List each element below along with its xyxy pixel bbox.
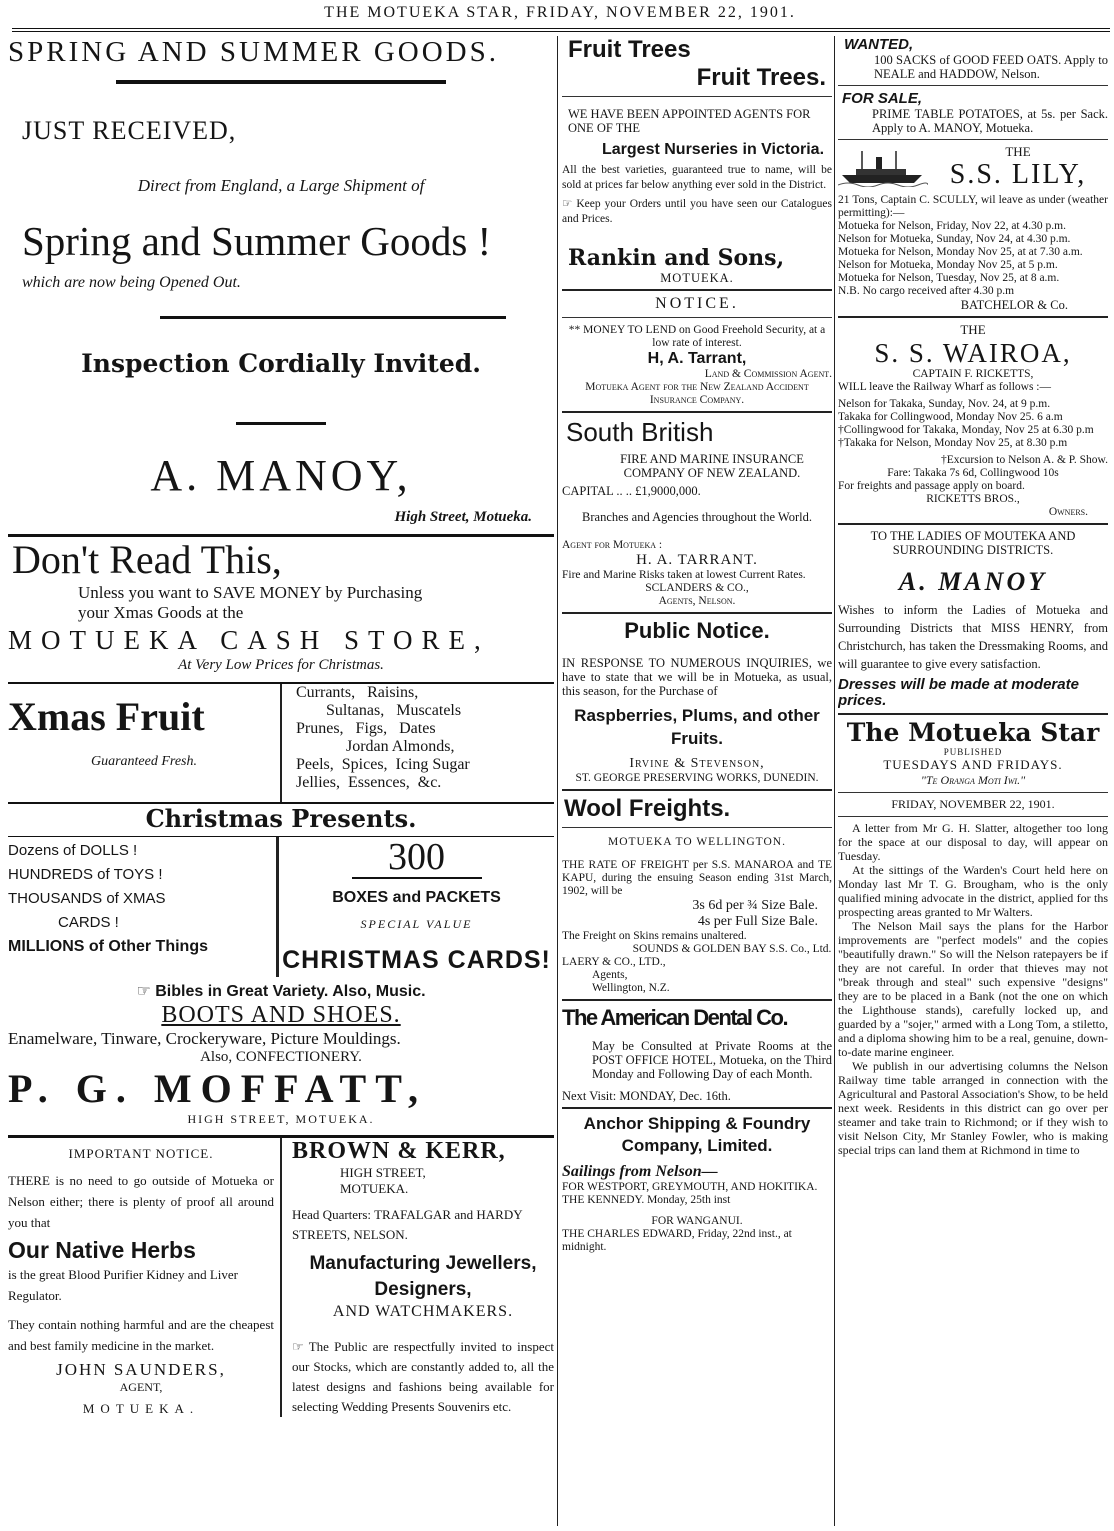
for-sale-ad [838,90,1108,135]
moffatt-ad [8,537,554,1127]
fruit-trees-1: Fruit Trees [568,36,691,63]
public-notice-body: IN RESPONSE TO NUMEROUS INQUIRIES, we have to state that we will be in Motueka, as usual, this season, for the Purchase of [562,656,832,698]
rule [562,789,832,791]
rule [160,316,506,319]
dental-title: The American Dental Co. [562,1005,788,1030]
rule [562,289,832,291]
wool-co: SOUNDS & GOLDEN BAY S.S. Co., Ltd. [632,943,832,955]
for-sale-body: PRIME TABLE POTATOES, at 5s. per Sack. Apply to A. MANOY, Motueka. [872,107,1108,135]
bibles-line [8,981,554,1001]
wares: Enamelware, Tinware, Crockeryware, Picture Mouldings. [8,1029,401,1048]
wairoa-captain: CAPTAIN F. RICKETTS, [912,368,1034,380]
rankin-ad [562,36,832,285]
south-british-title: South British [566,417,714,447]
lily-schedule-line: N.B. No cargo received after 4.30 p.m [838,285,1015,297]
sclanders-nelson: Agents, Nelson. [658,595,736,607]
capital: CAPITAL .. .. £1,9000,000. [562,484,701,498]
anchor-charles: THE CHARLES EDWARD, Friday, 22nd inst., at midnight. [562,1228,792,1253]
lily-header [838,144,1108,190]
presents-section [8,837,554,977]
wairoa-fare: Fare: Takaka 7s 6d, Collingwood 10s [887,467,1059,479]
lily-schedule-line: Nelson for Motueka, Sunday, Nov 24, at 4.30 p.m. [838,233,1071,245]
rule [562,411,832,413]
masthead-rule [12,28,1110,32]
ladies-ad [838,529,1108,709]
present-item: Dozens of DOLLS ! [8,842,138,859]
rule [838,713,1108,715]
rule [838,816,1108,817]
wool-wgtn: Wellington, N.Z. [592,982,670,994]
inspection-invited: Inspection Cordially Invited. [81,349,481,378]
irvine-stevenson: Irvine & Stevenson, [629,756,765,771]
rule [562,612,832,614]
cards-count: 300 [388,836,445,878]
watchmakers: AND WATCHMAKERS. [332,1303,514,1320]
wool-rate2: 4s per Full Size Bale. [697,914,818,929]
manoy-spring-ad [8,36,554,526]
wairoa-freights: For freights and passage apply on board. [838,480,1025,492]
preserving-works: ST. GEORGE PRESERVING WORKS, DUNEDIN. [575,772,819,784]
important-notice: IMPORTANT NOTICE. [68,1146,214,1161]
saunders-agent: AGENT, [119,1380,163,1394]
just-received: JUST RECEIVED, [22,116,237,145]
brown-kerr-name: BROWN & KERR, [292,1138,506,1164]
xmas-fruit-box [8,684,282,802]
bottom-ads [8,1138,554,1417]
keep-orders [562,197,832,227]
guaranteed-fresh: Guaranteed Fresh. [90,754,198,769]
lily-title: S.S. LILY, [949,159,1087,190]
sb-tarrant: H. A. TARRANT. [636,552,758,568]
wool-laery: LAERY & CO., LTD., [562,956,666,968]
moffatt-address: HIGH STREET, MOTUEKA. [187,1112,375,1126]
lily-schedule [838,194,1108,298]
fruit-trees-2: Fruit Trees. [696,64,826,91]
largest-nurseries: Largest Nurseries in Victoria. [602,141,825,158]
pointing-hand-icon: ☞ [136,983,151,1000]
ladies-title: TO THE LADIES OF MOUTEKA AND SURROUNDING DISTRICTS. [870,529,1076,557]
moffatt-line1: Unless you want to SAVE MONEY by Purchasing [78,583,423,602]
publish-days: TUESDAYS AND FRIDAYS. [883,757,1063,772]
wanted-ad [838,36,1108,81]
fruit-item: Jordan Almonds, [346,738,455,755]
cash-store: MOTUEKA CASH STORE, [8,625,490,655]
rule [838,139,1108,140]
editorial-p2: At the sittings of the Warden's Court held here on Monday last Mr T. G. Brougham, who is the only qualified mining advocate in the district, applied for ths prospecting areas granted to Mr Walters. [838,863,1108,919]
ladies-body: Wishes to inform the Ladies of Motueka and Surrounding Districts that MISS HENRY, from Christchurch, has taken the Dressmaking Rooms, and will guarantee to give every satisfaction. [838,603,1108,671]
notice-title: NOTICE. [655,295,739,312]
rankin-town: MOTUEKA. [660,271,734,285]
editorial-p1: A letter from Mr G. H. Slatter, altogether too long for the space at our disposal to day, will appear on Tuesday. [838,821,1108,863]
tarrant-name: H, A. Tarrant, [647,350,747,367]
branches: Branches and Agencies throughout the World. [582,510,812,524]
ladies-manoy: A. MANOY [898,567,1048,596]
brown-kerr-street: HIGH STREET, [340,1165,426,1180]
risks: Fire and Marine Risks taken at lowest Current Rates. [562,569,806,581]
wool-skins: The Freight on Skins remains unaltered. [562,930,747,942]
wairoa-intro: WILL leave the Railway Wharf as follows :— [838,381,1051,393]
wairoa-title: S. S. WAIROA, [874,338,1072,368]
special-value: SPECIAL VALUE [360,917,473,931]
pointing-hand-icon: ☞ [292,1339,309,1354]
present-item: THOUSANDS of XMAS [8,890,166,907]
lily-schedule-line: Motueka for Nelson, Friday, Nov 22, at 4.30 p.m. [838,220,1066,232]
wool-body: THE RATE OF FREIGHT per S.S. MANAROA and TE KAPU, during the ensuing Season ending 31st March, 1902, will be [562,859,832,897]
south-british-ad [562,417,832,608]
direct-from-england: Direct from England, a Large Shipment of [137,176,425,195]
dental-body: May be Consulted at Private Rooms at the POST OFFICE HOTEL, Motueka, on the Third Monday and Following Day of each Month. [592,1039,832,1081]
editorial [838,719,1108,1157]
varieties: All the best varieties, guaranteed true to name, will be sold at prices far below anything ever sold in the District. [562,164,832,191]
public-notice-title: Public Notice. [624,618,770,643]
lily-schedule-line: 21 Tons, Captain C. SCULLY, wil leave as under (weather permitting):— [838,194,1108,219]
dental-ad [562,1005,832,1103]
rule [838,792,1108,793]
sclanders: SCLANDERS & CO., [645,582,749,594]
fruit-item: Sultanas, Muscatels [326,702,462,719]
published: PUBLISHED [943,747,1003,757]
wool-agents: Agents, [592,969,628,981]
lily-the: THE [1005,144,1031,159]
for-sale-title: FOR SALE, [842,90,923,107]
lily-ad [838,144,1108,312]
lily-agent: BATCHELOR & Co. [960,298,1068,312]
lily-schedule-line: Motueka for Nelson, Tuesday, Nov 25, at 8 a.m. [838,272,1060,284]
public-notice-ad [562,618,832,785]
rule [562,1107,832,1109]
christmas-cards: CHRISTMAS CARDS! [282,946,551,974]
rule [562,999,832,1001]
native-herbs: Our Native Herbs [8,1237,196,1263]
raspberries: Raspberries, Plums, and other Fruits. [574,706,820,748]
column-divider [834,36,835,1526]
manoy-address: High Street, Motueka. [394,509,532,525]
lily-schedule-line: Motueka for Nelson, Monday Nov 25, at at 7.30 a.m. [838,246,1083,258]
keep-orders-text: Keep your Orders until you have seen our Catalogues and Prices. [562,198,832,225]
fruit-item: Prunes, Figs, Dates [296,720,436,737]
moffatt-line2: your Xmas Goods at the [78,603,244,622]
lily-schedule-line: Nelson for Motueka, Monday Nov 25, at 5 p.m. [838,259,1058,271]
christmas-presents: Christmas Presents. [145,804,417,833]
rule [838,316,1108,318]
wairoa-owners2: Owners. [1048,506,1088,518]
pointing-hand-icon: ☞ [562,198,577,210]
anchor-ad [562,1113,832,1254]
rule [838,523,1108,525]
wanted-body: 100 SACKS of GOOD FEED OATS. Apply to NEALE and HADDOW, Nelson. [874,53,1108,81]
agent-for-motueka: Agent for Motueka : [562,539,663,551]
editorial-p3: The Nelson Mail says the plans for the Harbor improvements are "perfect models" and the copies "beautifully drawn." So will the Nelson ratepayers be if they are not careful. In order that thieves may not "break through and steal" such expensive "designs" they are to be placed in a Bank (not the one on which the Lighthouse stands), carefully locked up, and guarded by a "sojer," armed with a Long Tom, a stiletto, and a diploma showing him to be a real, genuine, down-to-date marine engineer. [838,919,1108,1059]
wairoa-schedule-line: Takaka for Collingwood, Monday Nov 25. 6 a.m [838,411,1063,423]
saunders-body1: THERE is no need to go outside of Motueka or Nelson either; there is plenty of proof all around you that [8,1173,274,1230]
wairoa-ad [838,322,1108,519]
fruit-item: Currants, Raisins, [296,684,419,701]
appointed: WE HAVE BEEN APPOINTED AGENTS FOR ONE OF THE [568,107,811,135]
boots-shoes: BOOTS AND SHOES. [161,1002,401,1028]
present-item: MILLIONS of Other Things [8,938,208,955]
wairoa-the: THE [960,322,986,337]
rule [236,422,326,425]
wairoa-schedule-line: †Collingwood for Takaka, Monday, Nov 25 at 6.30 p.m [838,424,1094,436]
wool-rate1: 3s 6d per ¾ Size Bale. [692,898,818,913]
brown-kerr-town: MOTUEKA. [340,1181,409,1196]
xmas-fruit-title: Xmas Fruit [8,694,205,739]
masthead: THE MOTUEKA STAR, FRIDAY, NOVEMBER 22, 1901. [324,4,796,21]
wool-title: Wool Freights. [564,795,731,822]
manufacturing-jewellers: Manufacturing Jewellers, Designers, [309,1253,537,1300]
wanted-title: WANTED, [844,36,914,53]
anchor-sailings: Sailings from Nelson— [562,1163,718,1180]
south-british-sub: FIRE AND MARINE INSURANCE COMPANY OF NEW ZEALAND. [620,452,804,480]
money-to-lend: ** MONEY TO LEND on Good Freehold Security, at a low rate of interest. [568,324,826,349]
present-item: CARDS ! [58,914,119,931]
spring-summer-goods: Spring and Summer Goods ! [22,218,492,264]
anchor-wanganui: FOR WANGANUI. [651,1215,743,1227]
anchor-dest: FOR WESTPORT, GREYMOUTH, AND HOKITIKA. [562,1181,818,1193]
presents-list [8,837,279,977]
saunders-body3: They contain nothing harmful and are the cheapest and best family medicine in the market. [8,1317,274,1353]
dont-read-this: Don't Read This, [12,537,282,582]
steamship-icon [838,147,928,187]
fruit-item: Jellies, Essences, &c. [296,774,442,791]
brown-kerr-hq: Head Quarters: TRAFALGAR and HARDY STREETS, NELSON. [292,1207,523,1242]
manoy-name: A. MANOY, [150,451,412,500]
opened-out: which are now being Opened Out. [22,274,241,291]
wairoa-schedule-line: †Takaka for Nelson, Monday Nov 25, at 8.30 p.m [838,437,1068,449]
column-left [8,36,554,1526]
column-divider [557,36,558,1526]
bibles-text: Bibles in Great Variety. Also, Music. [155,983,426,1000]
wairoa-schedule-line: Nelson for Takaka, Sunday, Nov. 24, at 9 p.m. [838,398,1051,410]
saunders-body2: is the great Blood Purifier Kidney and Liver Regulator. [8,1267,238,1303]
rule [562,827,832,828]
rule [838,85,1108,86]
fruit-item: Peels, Spices, Icing Sugar [296,756,470,773]
saunders-place: MOTUEKA. [82,1401,200,1416]
saunders-ad [8,1138,282,1417]
brown-kerr-body-text: The Public are respectfully invited to inspect our Stocks, which are constantly added to, all the latest designs and fashions being available for selecting Wedding Presents Souvenirs etc. [292,1339,554,1414]
motto: "Te Oranga Moti Iwi." [920,773,1026,787]
fruit-list [282,684,554,802]
rule [562,96,832,97]
low-prices: At Very Low Prices for Christmas. [178,657,384,673]
tarrant-agent: Motueka Agent for the New Zealand Accident Insurance Company. [585,381,809,406]
column-middle [562,36,832,1526]
present-item: HUNDREDS of TOYS ! [8,866,163,883]
rankin-name: Rankin and Sons, [568,245,785,271]
wool-freights-ad [562,795,832,995]
confectionery: Also, CONFECTIONERY. [200,1049,362,1065]
editorial-p4: We publish in our advertising columns the Nelson Railway time table arranged in connection with the Agricultural and Pastoral Association's Show, to be held next week. Residents in this district can go over per steamer and take train to Richmond; or if they wish to visit Nelson City, Mr Stanley Fowler, who is making special trips can land them at Richmond in time to [838,1059,1108,1157]
xmas-fruit-section [8,684,554,802]
rule [562,317,832,318]
anchor-kennedy: THE KENNEDY. Monday, 25th inst [562,1194,731,1206]
saunders-name: JOHN SAUNDERS, [56,1360,226,1379]
ladies-dresses: Dresses will be made at moderate prices. [838,676,1079,709]
tarrant-notice [562,295,832,407]
column-right [838,36,1108,1526]
ad-headline: SPRING AND SUMMER GOODS. [8,36,499,68]
lily-title-wrap [928,144,1108,190]
brown-kerr-body [292,1337,554,1417]
tarrant-role: Land & Commission Agent. [704,368,832,380]
boxes-packets: BOXES and PACKETS [332,889,501,906]
dental-next: Next Visit: MONDAY, Dec. 16th. [562,1089,731,1103]
wairoa-excursion: †Excursion to Nelson A. & P. Show. [941,454,1108,466]
wairoa-schedule [838,398,1108,450]
rule [116,80,446,84]
moffatt-name: P. G. MOFFATT, [8,1066,427,1111]
editorial-date: FRIDAY, NOVEMBER 22, 1901. [891,797,1055,811]
cards-box [279,837,554,977]
wool-route: MOTUEKA TO WELLINGTON. [608,836,786,848]
anchor-title: Anchor Shipping & Foundry Company, Limited. [583,1114,811,1155]
brown-kerr-ad [282,1138,554,1417]
paper-title: The Motueka Star [846,718,1100,747]
wairoa-owners: RICKETTS BROS., [926,493,1020,505]
